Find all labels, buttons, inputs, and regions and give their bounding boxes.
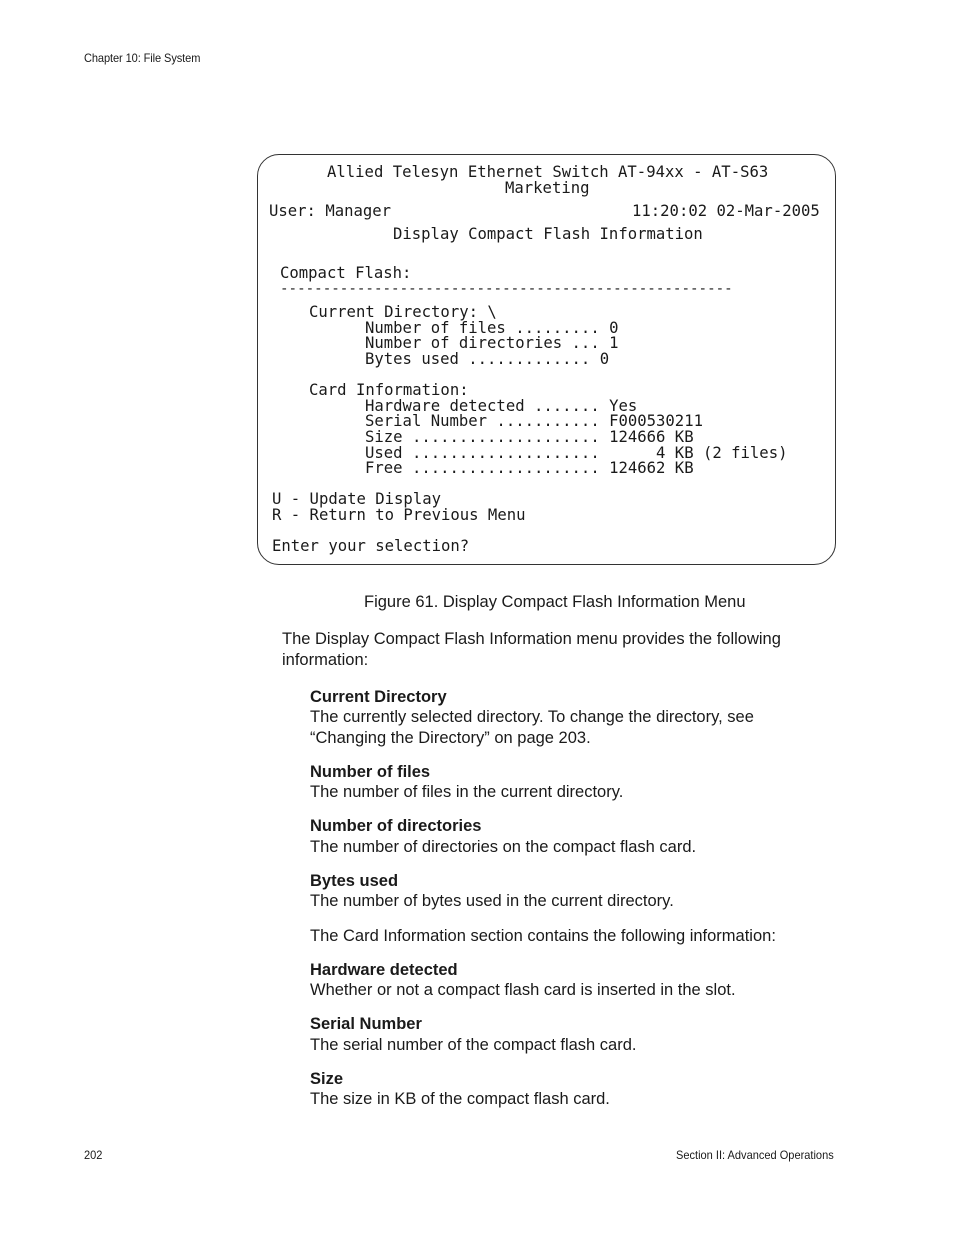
terminal-section-label: Compact Flash: xyxy=(280,264,412,282)
terminal-title-line2: Marketing xyxy=(505,179,590,197)
terminal-bytes-used: Bytes used ............. 0 xyxy=(365,350,610,368)
terminal-num-dirs: Number of directories ... 1 xyxy=(365,334,619,352)
definition-term: Serial Number xyxy=(310,1015,422,1033)
definition-desc: The number of bytes used in the current directory. xyxy=(310,892,674,910)
definition-term: Size xyxy=(310,1070,344,1088)
footer-section: Section II: Advanced Operations xyxy=(676,1148,834,1162)
definition-desc: The number of files in the current directory. xyxy=(310,783,624,801)
terminal-menu-title: Display Compact Flash Information xyxy=(393,225,703,243)
definition-desc: The size in KB of the compact flash card. xyxy=(310,1090,610,1108)
running-head: Chapter 10: File System xyxy=(84,51,201,65)
terminal-current-directory: Current Directory: \ xyxy=(309,303,497,321)
terminal-timestamp: 11:20:02 02-Mar-2005 xyxy=(632,202,820,220)
definition-desc: Whether or not a compact flash card is inserted in the slot. xyxy=(310,981,736,999)
definition-term: Bytes used xyxy=(310,872,399,890)
definition-desc: “Changing the Directory” on page 203. xyxy=(310,729,591,747)
definition-term: Hardware detected xyxy=(310,961,458,979)
definition-desc: The serial number of the compact flash card. xyxy=(310,1036,637,1054)
terminal-serial: Serial Number ........... F000530211 xyxy=(365,412,703,430)
terminal-option-update: U - Update Display xyxy=(272,490,441,508)
terminal-divider: ----------------------------------------------------- xyxy=(280,281,733,297)
figure-caption: Figure 61. Display Compact Flash Information Menu xyxy=(364,593,746,611)
terminal-card-info: Card Information: xyxy=(309,381,469,399)
terminal-user: User: Manager xyxy=(269,202,392,220)
definition-term: Current Directory xyxy=(310,688,447,706)
intro-paragraph: The Display Compact Flash Information menu provides the following information: xyxy=(282,630,781,669)
definition-term: Number of files xyxy=(310,763,431,781)
terminal-used: Used .................... 4 KB (2 files) xyxy=(365,444,788,462)
terminal-title-line1: Allied Telesyn Ethernet Switch AT-94xx - AT-S63 xyxy=(327,163,769,181)
terminal-prompt: Enter your selection? xyxy=(272,537,470,555)
definition-term: Number of directories xyxy=(310,817,482,835)
definition-desc: The number of directories on the compact flash card. xyxy=(310,838,697,856)
page-number: 202 xyxy=(84,1148,103,1162)
card-intro-paragraph: The Card Information section contains the following information: xyxy=(310,927,776,945)
terminal-hw-detected: Hardware detected ....... Yes xyxy=(365,397,638,415)
terminal-free: Free .................... 124662 KB xyxy=(365,459,694,477)
terminal-option-return: R - Return to Previous Menu xyxy=(272,506,526,524)
definition-desc: The currently selected directory. To change the directory, see xyxy=(310,708,754,726)
terminal-num-files: Number of files ......... 0 xyxy=(365,319,619,337)
terminal-size: Size .................... 124666 KB xyxy=(365,428,694,446)
